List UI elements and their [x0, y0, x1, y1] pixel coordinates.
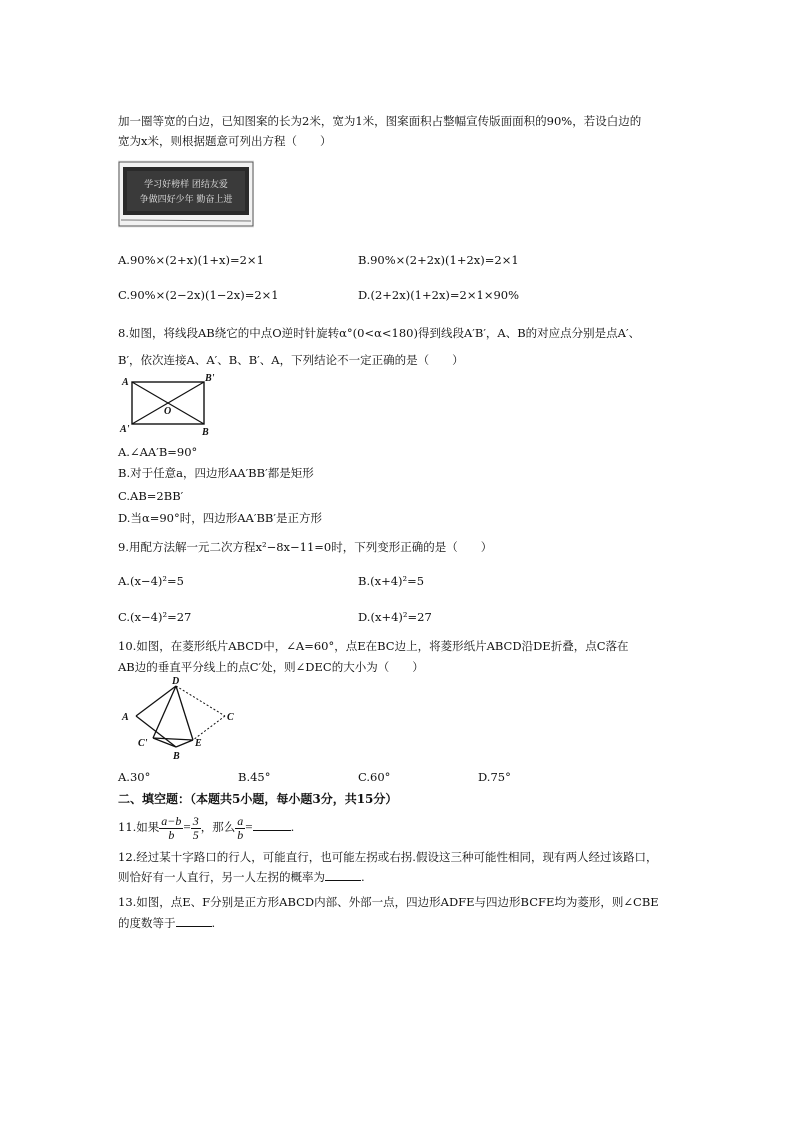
q8-option-c[interactable]: C.AB=2BB′	[118, 489, 184, 503]
q13-line-1: 13.如图，点E、F分别是正方形ABCD内部、外部一点，四边形ADFE与四边形BCFE均为菱形，则∠CBE	[118, 895, 659, 909]
q7-banner-photo	[118, 160, 254, 228]
q10-option-a[interactable]: A.30°	[118, 770, 151, 784]
q8-rectangle-figure	[116, 372, 216, 438]
q7-option-b[interactable]: B.90%×(2+2x)(1+2x)=2×1	[358, 253, 519, 267]
q9-option-c[interactable]: C.(x−4)²=27	[118, 610, 192, 624]
q11-fraction-3: $\frac{a}{b}$	[237, 813, 244, 842]
q10-rhombus-figure	[116, 674, 246, 764]
q10-label-C-prime: C'	[138, 738, 148, 749]
q7-banner-text-1: 学习好榜样 团结友爱	[144, 180, 228, 190]
q12-line-2: 则恰好有一人直行，另一人左拐的概率为	[118, 870, 325, 884]
q12-line-1: 12.经过某十字路口的行人，可能直行，也可能左拐或右拐.假设这三种可能性相同，现有两人经过该路口，	[118, 850, 658, 864]
q11-fraction-1: $\frac{a-b}{b}$	[161, 813, 182, 842]
q11-line	[118, 810, 294, 844]
q11-mid: ，那么	[200, 820, 236, 834]
q7-option-d[interactable]: D.(2+2x)(1+2x)=2×1×90%	[358, 288, 520, 302]
q10-line-2: AB边的垂直平分线上的点C′处，则∠DEC的大小为（ ）	[118, 660, 424, 674]
q13-answer-blank[interactable]	[176, 915, 212, 927]
q13-end: .	[211, 916, 216, 930]
q10-option-b[interactable]: B.45°	[238, 770, 271, 784]
q10-label-E: E	[195, 738, 202, 749]
q8-option-b[interactable]: B.对于任意a，四边形AA′BB′都是矩形	[118, 466, 314, 480]
q13-line-2: 的度数等于	[118, 916, 176, 930]
q10-line-1: 10.如图，在菱形纸片ABCD中，∠A=60°，点E在BC边上，将菱形纸片ABCD沿DE折叠，点C落在	[118, 639, 629, 653]
q9-option-a[interactable]: A.(x−4)²=5	[118, 574, 184, 588]
q11-prefix: 11.如果	[118, 820, 160, 834]
q10-label-A: A	[122, 712, 129, 723]
q8-option-a[interactable]: A.∠AA′B=90°	[118, 445, 198, 459]
q8-line-1: 8.如图，将线段AB绕它的中点O逆时针旋转α°(0<α<180)得到线段A′B′，A、B的对应点分别是点A′、	[118, 326, 641, 340]
q11-equals-2: =	[245, 819, 253, 834]
q7-option-c[interactable]: C.90%×(2−2x)(1−2x)=2×1	[118, 288, 279, 302]
q10-label-C: C	[227, 712, 234, 723]
q11-answer-blank[interactable]	[253, 819, 291, 831]
q12-end: .	[361, 870, 365, 884]
q9-line-1: 9.用配方法解一元二次方程x²−8x−11=0时，下列变形正确的是（ ）	[118, 540, 493, 554]
q11-equals: =	[183, 819, 191, 834]
q8-label-B-prime: B'	[205, 373, 215, 384]
q9-option-b[interactable]: B.(x+4)²=5	[358, 574, 425, 588]
q8-line-2: B′，依次连接A、A′、B、B′、A，下列结论不一定正确的是（ ）	[118, 353, 464, 367]
q10-label-D: D	[172, 676, 180, 687]
q8-option-d[interactable]: D.当α=90°时，四边形AA′BB′是正方形	[118, 511, 322, 525]
q10-option-d[interactable]: D.75°	[478, 770, 511, 784]
q11-fraction-2: $\frac{3}{5}$	[192, 813, 199, 842]
q7-banner-text-2: 争做四好少年 勤奋上进	[139, 195, 233, 205]
q10-label-B: B	[173, 751, 180, 762]
q12-answer-blank[interactable]	[325, 869, 361, 881]
q7-option-a[interactable]: A.90%×(2+x)(1+x)=2×1	[118, 253, 264, 267]
section-2-title: 二、填空题：（本题共5小题，每小题3分，共15分）	[118, 792, 398, 806]
q12-line-2-wrap	[118, 869, 365, 885]
q7-line-2: 宽为x米，则根据题意可列出方程（ ）	[118, 134, 332, 148]
q9-option-d[interactable]: D.(x+4)²=27	[358, 610, 432, 624]
q8-label-O: O	[164, 406, 172, 417]
q11-end: .	[290, 820, 295, 834]
q13-line-2-wrap	[118, 915, 215, 931]
q8-label-A-prime: A'	[120, 424, 130, 435]
q8-label-A: A	[122, 377, 129, 388]
q8-label-B: B	[202, 427, 209, 438]
q10-option-c[interactable]: C.60°	[358, 770, 391, 784]
q7-line-1: 加一圈等宽的白边，已知图案的长为2米，宽为1米，图案面积占整幅宣传版面面积的90%，若设白边的	[118, 114, 642, 128]
